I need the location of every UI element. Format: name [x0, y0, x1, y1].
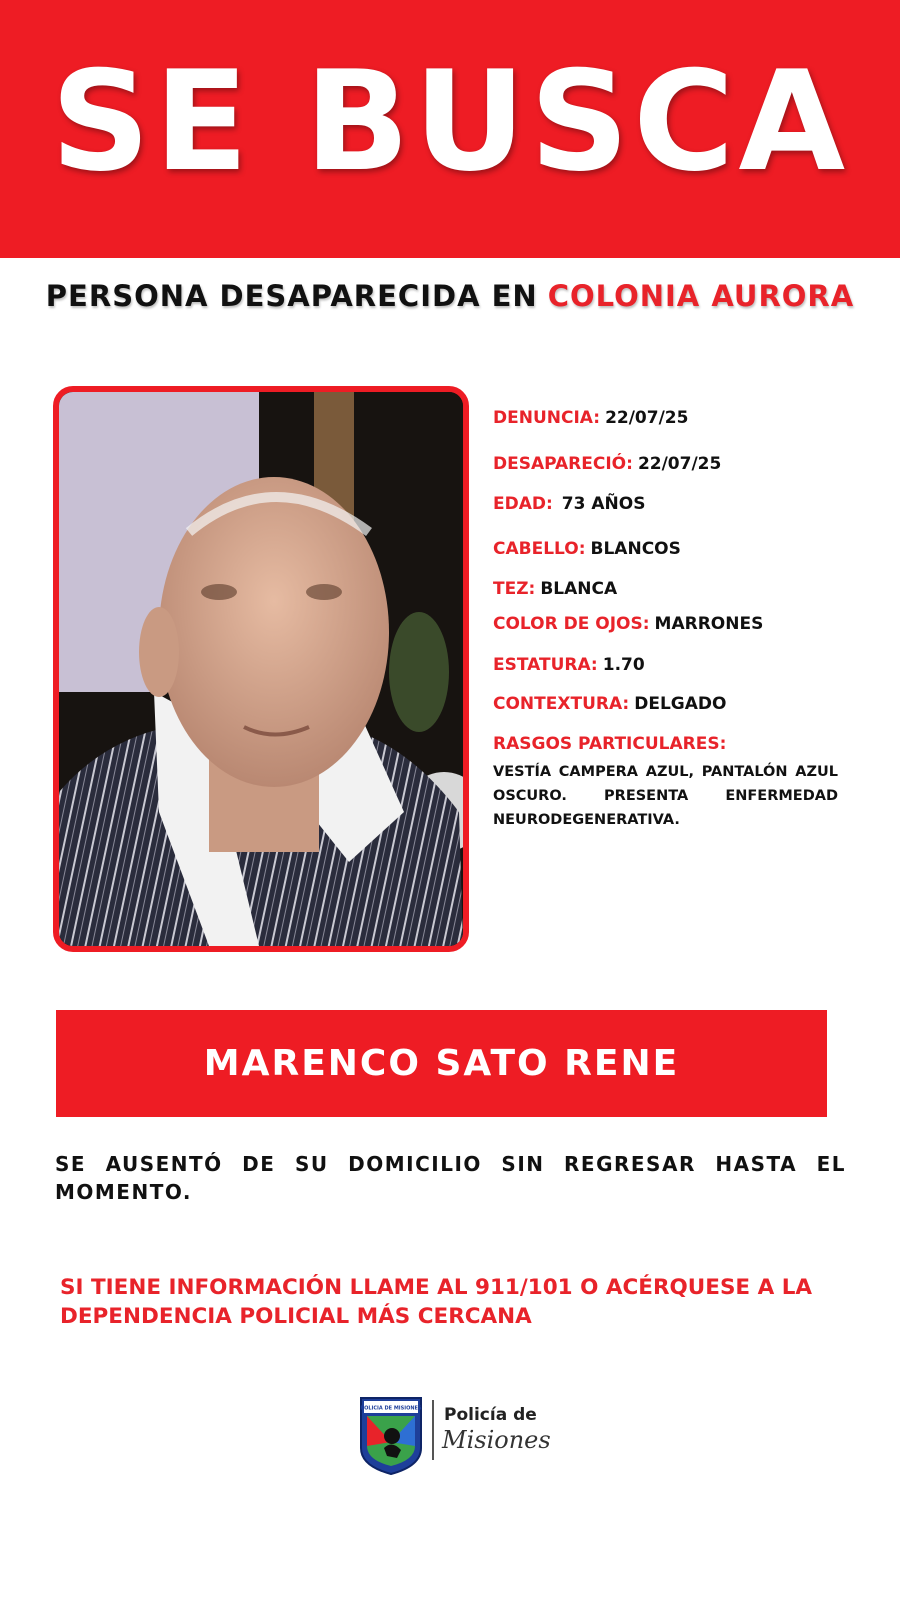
detail-desaparecio — [493, 454, 721, 474]
person-name: MARENCO SATO RENE — [203, 1043, 680, 1084]
logo-text-line1: Policía de — [444, 1405, 537, 1425]
detail-label: EDAD: — [493, 494, 553, 514]
detail-label: ESTATURA: — [493, 655, 598, 675]
logo-divider — [432, 1400, 434, 1460]
detail-value: 22/07/25 — [637, 454, 722, 474]
subtitle-prefix: PERSONA DESAPARECIDA EN — [45, 279, 538, 313]
badge-text: POLICIA DE MISIONES — [360, 1405, 422, 1412]
detail-label: DESAPARECIÓ: — [493, 454, 633, 474]
detail-label: CONTEXTURA: — [493, 694, 630, 714]
police-badge-icon — [359, 1396, 423, 1476]
detail-label: DENUNCIA: — [493, 408, 601, 428]
subtitle — [0, 279, 900, 313]
detail-denuncia — [493, 408, 688, 428]
police-logo — [359, 1396, 559, 1476]
subtitle-location: COLONIA AURORA — [547, 279, 855, 313]
detail-label: TEZ: — [493, 579, 536, 599]
detail-label: CABELLO: — [493, 539, 586, 559]
detail-tez — [493, 579, 617, 599]
detail-value: MARRONES — [654, 614, 764, 634]
detail-value: BLANCOS — [590, 539, 681, 559]
detail-label: COLOR DE OJOS: — [493, 614, 650, 634]
detail-contextura — [493, 694, 726, 714]
contact-info — [60, 1273, 840, 1331]
detail-rasgos-value: VESTÍA CAMPERA AZUL, PANTALÓN AZUL OSCURO. PRESENTA ENFERMEDAD NEURODEGENERATIVA. — [493, 764, 838, 828]
detail-cabello — [493, 539, 681, 559]
contact-line-1: SI TIENE INFORMACIÓN LLAME AL 911/101 O ACÉRQUESE A LA — [60, 1275, 813, 1300]
detail-ojos — [493, 614, 763, 634]
name-banner — [56, 1010, 827, 1117]
header-title: SE BUSCA — [50, 41, 850, 202]
detail-value: 22/07/25 — [605, 408, 689, 428]
header-banner — [0, 0, 900, 258]
logo-text-line2: Misiones — [442, 1426, 551, 1454]
absence-statement: SE AUSENTÓ DE SU DOMICILIO SIN REGRESAR HASTA EL MOMENTO. — [55, 1152, 846, 1204]
detail-rasgos-label: RASGOS PARTICULARES: — [493, 734, 727, 754]
detail-value: DELGADO — [634, 694, 727, 714]
detail-value: 1.70 — [602, 655, 645, 675]
detail-estatura — [493, 655, 645, 675]
photo-illustration — [59, 392, 463, 946]
detail-edad — [493, 494, 645, 514]
detail-value: BLANCA — [540, 579, 618, 599]
detail-value: 73 AÑOS — [561, 494, 646, 514]
person-photo — [53, 386, 469, 952]
contact-line-2: DEPENDENCIA POLICIAL MÁS CERCANA — [60, 1304, 532, 1329]
